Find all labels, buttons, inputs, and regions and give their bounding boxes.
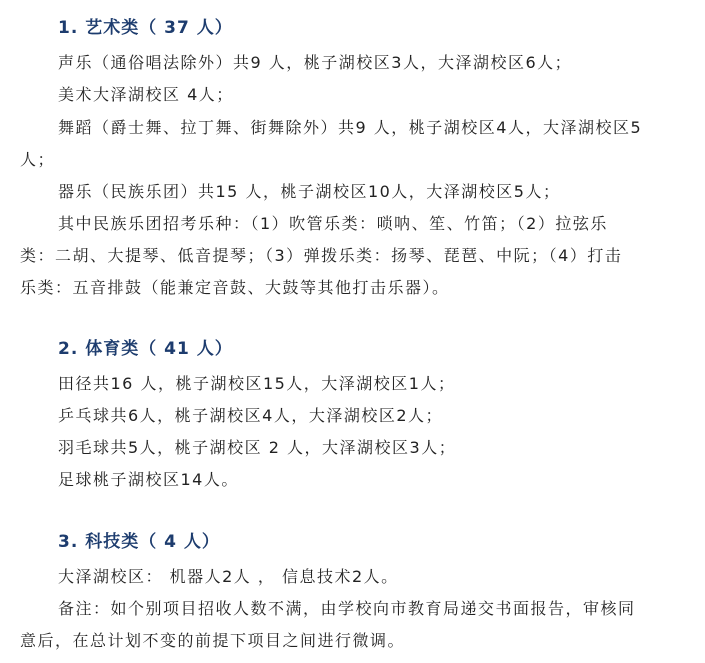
paragraph-orchestra: 其中民族乐团招考乐种：（1）吹管乐类：唢呐、笙、竹笛；（2）拉弦乐 — [58, 214, 608, 233]
paragraph-table-tennis: 乒乓球共6人，桃子湖校区4人，大泽湖校区2人； — [58, 406, 444, 425]
paragraph-track: 田径共16 人，桃子湖校区15人，大泽湖校区1人； — [58, 374, 456, 393]
paragraph-dance-cont: 人； — [20, 150, 56, 169]
paragraph-instrumental: 器乐（民族乐团）共15 人，桃子湖校区10人，大泽湖校区5人； — [58, 182, 561, 201]
section-heading-sports: 2. 体育类（ 41 人） — [58, 339, 233, 359]
paragraph-tech-campus: 大泽湖校区： 机器人2人 ， 信息技术2人。 — [58, 567, 399, 586]
paragraph-orchestra-cont-1: 类：二胡、大提琴、低音提琴；（3）弹拨乐类：扬琴、琵琶、中阮；（4）打击 — [20, 246, 623, 265]
paragraph-fine-art: 美术大泽湖校区 4人； — [58, 85, 234, 104]
paragraph-dance: 舞蹈（爵士舞、拉丁舞、街舞除外）共9 人，桃子湖校区4人，大泽湖校区5 — [58, 118, 643, 137]
paragraph-badminton: 羽毛球共5人，桃子湖校区 2 人，大泽湖校区3人； — [58, 438, 457, 457]
section-heading-technology: 3. 科技类（ 4 人） — [58, 532, 220, 552]
section-heading-arts: 1. 艺术类（ 37 人） — [58, 18, 233, 38]
paragraph-football: 足球桃子湖校区14人。 — [58, 470, 239, 489]
paragraph-orchestra-cont-2: 乐类：五音排鼓（能兼定音鼓、大鼓等其他打击乐器）。 — [20, 278, 450, 297]
paragraph-vocal: 声乐（通俗唱法除外）共9 人，桃子湖校区3人，大泽湖校区6人； — [58, 53, 573, 72]
paragraph-note: 备注：如个别项目招收人数不满，由学校向市教育局递交书面报告，审核同 — [58, 599, 636, 618]
paragraph-note-cont: 意后，在总计划不变的前提下项目之间进行微调。 — [20, 631, 406, 650]
